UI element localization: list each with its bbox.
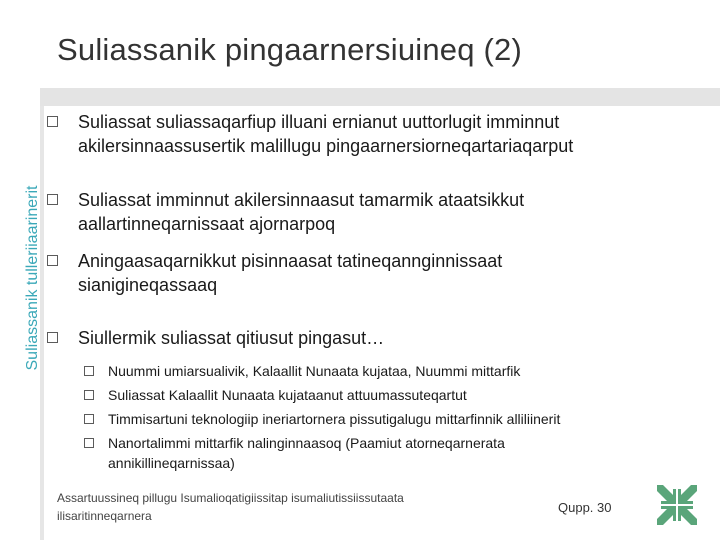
bullet-box-icon [47, 255, 58, 266]
sub-bullet-text: Nuummi umiarsualivik, Kalaallit Nunaata kujataa, Nuummi mittarfik [108, 363, 521, 379]
bullet-text: aallartinneqarnissaat ajornarpoq [78, 214, 336, 234]
bullet-item [47, 326, 384, 350]
bullet-text: Siullermik suliassat qitiusut pingasut… [78, 328, 385, 348]
bullet-text: Suliassat suliassaqarfiup illuani ernianut uuttorlugit imminnut [78, 112, 560, 132]
sub-bullet-text: Timmisartuni teknologiip ineriartornera pissutigalugu mittarfinnik alliliinerit [108, 411, 561, 427]
top-divider-band [40, 88, 720, 106]
bullet-text: sianigineqassaaq [78, 275, 218, 295]
slide-title: Suliassanik pingaarnersiuineq (2) [57, 32, 522, 67]
sub-bullet-box-icon [84, 414, 94, 424]
bullet-text: akilersinnaassusertik malillugu pingaarnersiorneqartariaqarput [78, 136, 574, 156]
footer-source [57, 489, 404, 525]
sub-bullet-item [84, 361, 520, 381]
vertical-section-label: Suliassanik tulleriiaarinerit [24, 185, 41, 371]
bullet-item [47, 188, 524, 236]
sub-bullet-box-icon [84, 366, 94, 376]
sub-bullet-text: Nanortalimmi mittarfik nalinginnaasoq (Paamiut atorneqarnerata [108, 435, 505, 451]
bullet-item [47, 249, 502, 297]
sub-bullet-text: annikillineqarnissaa) [108, 455, 235, 471]
footer-source-line: Assartuussineq pillugu Isumalioqatigiissitap isumaliutissiissutaata [57, 491, 404, 505]
sub-bullet-text: Suliassat Kalaallit Nunaata kujataanut attuumassuteqartut [108, 387, 467, 403]
bullet-text: Suliassat imminnut akilersinnaasut tamarmik ataatsikkut [78, 190, 525, 210]
sub-bullet-item [84, 385, 467, 405]
bullet-box-icon [47, 116, 58, 127]
bullet-text: Aningaasaqarnikkut pisinnaasat tatineqannginnissaat [78, 251, 503, 271]
sub-bullet-box-icon [84, 438, 94, 448]
page-number: Qupp. 30 [558, 500, 612, 515]
bullet-box-icon [47, 332, 58, 343]
sub-bullet-item [84, 409, 560, 429]
four-arrows-inward-logo-icon [655, 483, 699, 527]
sub-bullet-item [84, 433, 505, 473]
footer-source-line: ilisaritinneqarnera [57, 509, 152, 523]
bullet-item [47, 110, 573, 158]
sub-bullet-box-icon [84, 390, 94, 400]
bullet-box-icon [47, 194, 58, 205]
